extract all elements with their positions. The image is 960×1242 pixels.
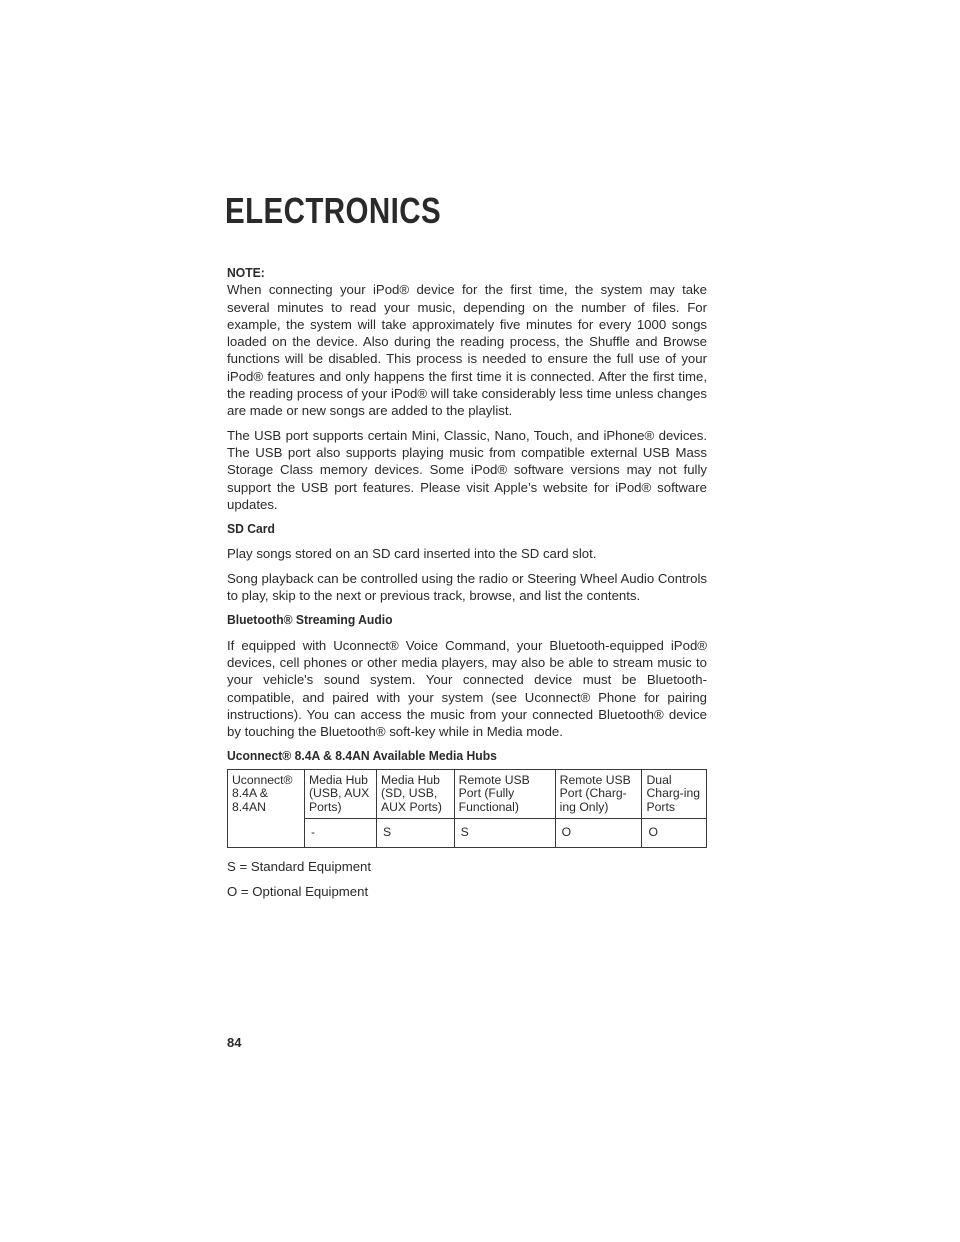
table-header-cell: Media Hub (USB, AUX Ports) xyxy=(305,769,377,819)
table-header-cell: Dual Charg-ing Ports xyxy=(642,769,707,819)
legend-standard: S = Standard Equipment xyxy=(227,859,372,875)
table-header-cell: Remote USB Port (Charg-ing Only) xyxy=(555,769,642,819)
table-header-cell: Media Hub (SD, USB, AUX Ports) xyxy=(377,769,455,819)
sd-card-paragraph-1: Play songs stored on an SD card inserted into the SD card slot. xyxy=(227,546,597,562)
table-value-cell: O xyxy=(555,819,642,848)
table-row-label: Uconnect® 8.4A & 8.4AN xyxy=(228,769,305,848)
table-value-cell: - xyxy=(305,819,377,848)
table-header-row xyxy=(228,769,707,819)
media-hubs-table-heading: Uconnect® 8.4A & 8.4AN Available Media Hubs xyxy=(227,748,497,764)
section-title: ELECTRONICS xyxy=(225,190,442,231)
page-content xyxy=(227,264,707,907)
bluetooth-paragraph: If equipped with Uconnect® Voice Command, your Bluetooth-equipped iPod® devices, cell phones or other media players, may also be able to stream music to your vehicle's sound system. Your connected device must be Bluetooth-compatible, and paired with your system (see Uconnect® Phone for pairing instructions). You can access the music from your connected Bluetooth® device by touching the Bluetooth® soft-key while in Media mode. xyxy=(227,637,707,740)
sd-card-heading: SD Card xyxy=(227,521,275,537)
table-value-cell: S xyxy=(377,819,455,848)
bluetooth-heading: Bluetooth® Streaming Audio xyxy=(227,612,393,628)
table-value-cell: O xyxy=(642,819,707,848)
note-paragraph: When connecting your iPod® device for the first time, the system may take several minutes to read your music, depending on the number of files. For example, the system will take approximately five minutes for every 1000 songs loaded on the device. Also during the reading process, the Shuffle and Browse functions will be disabled. This process is needed to ensure the full use of your iPod® features and only happens the first time it is connected. After the first time, the reading process of your iPod® will take considerably less time unless changes are made or new songs are added to the playlist. xyxy=(227,282,707,419)
page-number: 84 xyxy=(227,1035,242,1050)
table-value-cell: S xyxy=(454,819,555,848)
note-label: NOTE: xyxy=(227,265,265,280)
sd-card-paragraph-2: Song playback can be controlled using the radio or Steering Wheel Audio Controls to play, skip to the next or previous track, browse, and list the contents. xyxy=(227,570,707,604)
media-hubs-table xyxy=(227,769,707,849)
legend-optional: O = Optional Equipment xyxy=(227,883,369,899)
table-header-cell: Remote USB Port (Fully Functional) xyxy=(454,769,555,819)
usb-paragraph: The USB port supports certain Mini, Classic, Nano, Touch, and iPhone® devices. The USB port also supports playing music from compatible external USB Mass Storage Class memory devices. Some iPod® software versions may not fully support the USB port features. Please visit Apple’s website for iPod® software updates. xyxy=(227,427,707,512)
